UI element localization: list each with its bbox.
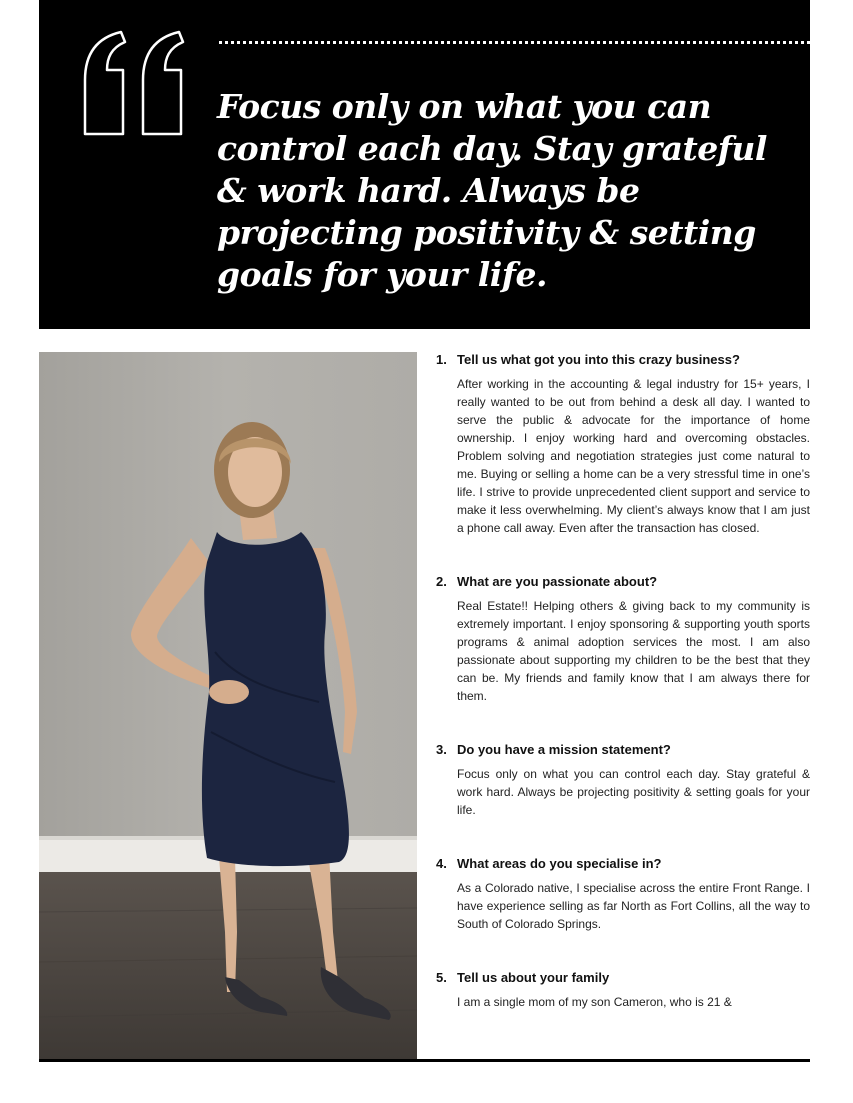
question bbox=[436, 741, 810, 759]
quote-banner bbox=[39, 0, 810, 329]
dotted-rule bbox=[219, 41, 810, 44]
question-text: What areas do you specialise in? bbox=[457, 856, 662, 871]
quote-mark-icon bbox=[83, 28, 191, 138]
interview-qa bbox=[436, 351, 810, 1047]
answer-text: I am a single mom of my son Cameron, who is 21 & bbox=[457, 995, 732, 1009]
answer-text: After working in the accounting & legal industry for 15+ years, I really wanted to be out from behind a desk all day. I wanted to serve the public & advocate for the importance of home ownership. I enjoy working hard and overcoming obstacles. Problem solving and negotiation strategies just come natural to me. Buying or selling a home can be a very stressful time in one’s life. I strive to provide unprecedented client support and service to make it less overwhelming. My client’s always know that I am just a phone call away. Even after the transaction has closed. bbox=[457, 377, 810, 535]
portrait-photo bbox=[39, 352, 417, 1060]
question bbox=[436, 855, 810, 873]
question-text: Do you have a mission statement? bbox=[457, 742, 671, 757]
qa-item bbox=[436, 855, 810, 933]
question bbox=[436, 573, 810, 591]
question-number: 1. bbox=[436, 352, 447, 367]
question-text: What are you passionate about? bbox=[457, 574, 658, 589]
question bbox=[436, 351, 810, 369]
question-number: 5. bbox=[436, 970, 447, 985]
qa-item bbox=[436, 573, 810, 705]
qa-item bbox=[436, 969, 810, 1011]
answer-text: As a Colorado native, I specialise across the entire Front Range. I have experience selling as far North as Fort Collins, all the way to South of Colorado Springs. bbox=[457, 881, 810, 931]
question-text: Tell us what got you into this crazy business? bbox=[457, 352, 740, 367]
question bbox=[436, 969, 810, 987]
answer-text: Real Estate!! Helping others & giving back to my community is extremely important. I enjoy sponsoring & supporting youth sports programs & animal adoption services the most. I am also passionate about supporting my children to be the best that they can be. My friends and family know that I am always there for them. bbox=[457, 599, 810, 703]
question-number: 3. bbox=[436, 742, 447, 757]
question-number: 4. bbox=[436, 856, 447, 871]
pull-quote: Focus only on what you can control each day. Stay grateful & work hard. Always be projecting positivity & setting goals for your life. bbox=[217, 87, 767, 294]
question-number: 2. bbox=[436, 574, 447, 589]
question-text: Tell us about your family bbox=[457, 970, 610, 985]
qa-item bbox=[436, 351, 810, 537]
bottom-rule bbox=[39, 1059, 810, 1062]
answer-text: Focus only on what you can control each day. Stay grateful & work hard. Always be projecting positivity & setting goals for your life. bbox=[457, 767, 810, 817]
qa-item bbox=[436, 741, 810, 819]
